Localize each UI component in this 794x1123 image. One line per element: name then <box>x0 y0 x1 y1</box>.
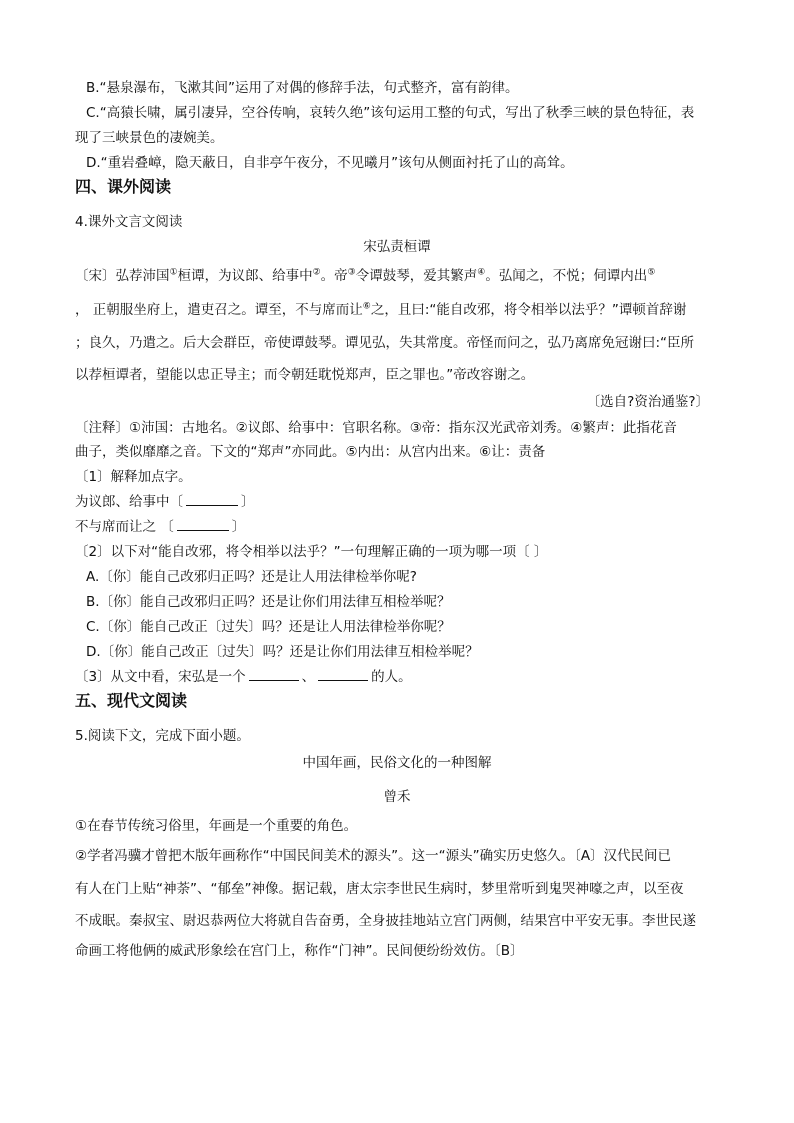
q5-intro: 5.阅读下文，完成下面小题。 <box>75 728 250 744</box>
q3-option-c-line1: C.“高猿长啸，属引凄异，空谷传响，哀转久绝”该句运用工整的句式，写出了秋季三峡的景色特征，表 <box>86 105 695 121</box>
question-text: 〕 <box>241 494 255 510</box>
question-text: 不与席而让之 〔 <box>75 519 174 535</box>
q3-option-c-line2: 现了三峡景色的凄婉美。 <box>75 130 224 146</box>
article-paragraph-2-line1: ②学者冯骥才曾把木版年画称作“中国民间美术的源头”。这一“源头”确实历史悠久。〔A〕汉代民间已 <box>75 848 672 864</box>
q3-option-d: D.“重岩叠嶂，隐天蔽日，自非亭午夜分，不见曦月”该句从侧面衬托了山的高耸。 <box>86 155 574 171</box>
question-text: 的人。 <box>371 669 412 685</box>
passage-line-2 <box>75 301 686 319</box>
notes-line-2: 曲子，类似靡靡之音。下文的“郑声”亦同此。⑤内出：从宫内出来。⑥让：责备 <box>75 444 546 460</box>
sub-question-2-option-c: C.〔你〕能自己改正〔过失〕吗？还是让人用法律检举你呢？ <box>86 619 451 635</box>
answer-blank[interactable] <box>318 668 368 681</box>
footnote-mark: ④ <box>477 267 486 278</box>
passage-title: 宋弘责桓谭 <box>363 239 431 255</box>
answer-blank[interactable] <box>177 518 229 531</box>
section-5-heading: 五、现代文阅读 <box>75 691 188 710</box>
passage-text: 之，且曰:“能自改邪，将令相举以法乎？”谭顿首辞谢 <box>370 302 687 318</box>
question-text: 、 <box>301 669 316 685</box>
q3-option-b: B.“悬泉瀑布，飞漱其间”运用了对偶的修辞手法，句式整齐，富有韵律。 <box>86 80 519 96</box>
passage-line-4: 以荐桓谭者，望能以忠正导主；而令朝廷耽悦郑声，臣之罪也。”帝改容谢之。 <box>75 367 535 383</box>
sub-question-3 <box>75 668 412 686</box>
question-text: 〔3〕从文中看，宋弘是一个 <box>75 669 246 685</box>
article-paragraph-2-line4: 命画工将他俩的威武形象绘在宫门上，称作“门神”。民间便纷纷效仿。〔B〕 <box>75 943 524 959</box>
passage-text: 。弘闻之，不悦；伺谭内出 <box>485 268 648 284</box>
footnote-mark: ③ <box>347 267 356 278</box>
footnote-mark: ① <box>169 267 178 278</box>
question-text: 〕 <box>231 519 246 535</box>
article-title: 中国年画，民俗文化的一种图解 <box>302 755 492 771</box>
answer-blank[interactable] <box>186 493 238 506</box>
sub-question-2-option-a: A.〔你〕能自己改邪归正吗？还是让人用法律检举你呢? <box>86 569 417 585</box>
notes-line-1: 〔注释〕①沛国：古地名。②议郎、给事中：官职名称。③帝：指东汉光武帝刘秀。④繁声：此指花音 <box>75 420 677 436</box>
article-author: 曾禾 <box>383 789 411 805</box>
passage-line-3: ；良久，乃遣之。后大会群臣，帝使谭鼓琴。谭见弘，失其常度。帝怪而问之，弘乃离席免冠谢曰:“臣所 <box>75 335 695 351</box>
passage-source: 〔选自?资治通鉴?〕 <box>586 394 709 410</box>
section-4-heading: 四、课外阅读 <box>75 177 172 196</box>
sub-question-2-option-d: D.〔你〕能自己改正〔过失〕吗？还是让你们用法律互相检举呢？ <box>86 644 479 660</box>
question-text: 为议郎、给事中〔 <box>75 494 183 510</box>
q4-intro: 4.课外文言文阅读 <box>75 214 183 230</box>
article-paragraph-2-line2: 有人在门上贴“神荼”、“郁垒”神像。据记载，唐太宗李世民生病时，梦里常听到鬼哭神嚎之声，以至夜 <box>75 881 684 897</box>
sub-question-1b <box>75 518 245 536</box>
passage-text: 桓谭，为议郎、给事中 <box>177 268 313 284</box>
footnote-mark: ② <box>312 267 321 278</box>
passage-text: 。帝 <box>320 268 348 284</box>
sub-question-2-option-b: B.〔你〕能自己改邪归正吗？还是让你们用法律互相检举呢？ <box>86 594 451 610</box>
passage-text: 〔宋〕弘荐沛国 <box>75 268 170 284</box>
article-paragraph-2-line3: 不成眠。秦叔宝、尉迟恭两位大将就自告奋勇，全身披挂地站立宫门两侧，结果宫中平安无事。李世民遂 <box>75 913 696 929</box>
article-paragraph-1: ①在春节传统习俗里，年画是一个重要的角色。 <box>75 818 358 834</box>
footnote-mark: ⑤ <box>647 267 656 278</box>
sub-question-1a <box>75 493 255 511</box>
passage-text: ， 正朝服坐府上，遣吏召之。谭至，不与席而让 <box>75 302 363 318</box>
passage-text: 令谭鼓琴，爱其繁声 <box>355 268 478 284</box>
sub-question-2: 〔2〕以下对“能自改邪，将令相举以法乎？”一句理解正确的一项为哪一项〔 〕 <box>75 544 548 560</box>
passage-line-1 <box>75 267 655 285</box>
footnote-mark: ⑥ <box>362 301 371 312</box>
sub-question-1: 〔1〕解释加点字。 <box>75 469 192 485</box>
answer-blank[interactable] <box>249 668 299 681</box>
